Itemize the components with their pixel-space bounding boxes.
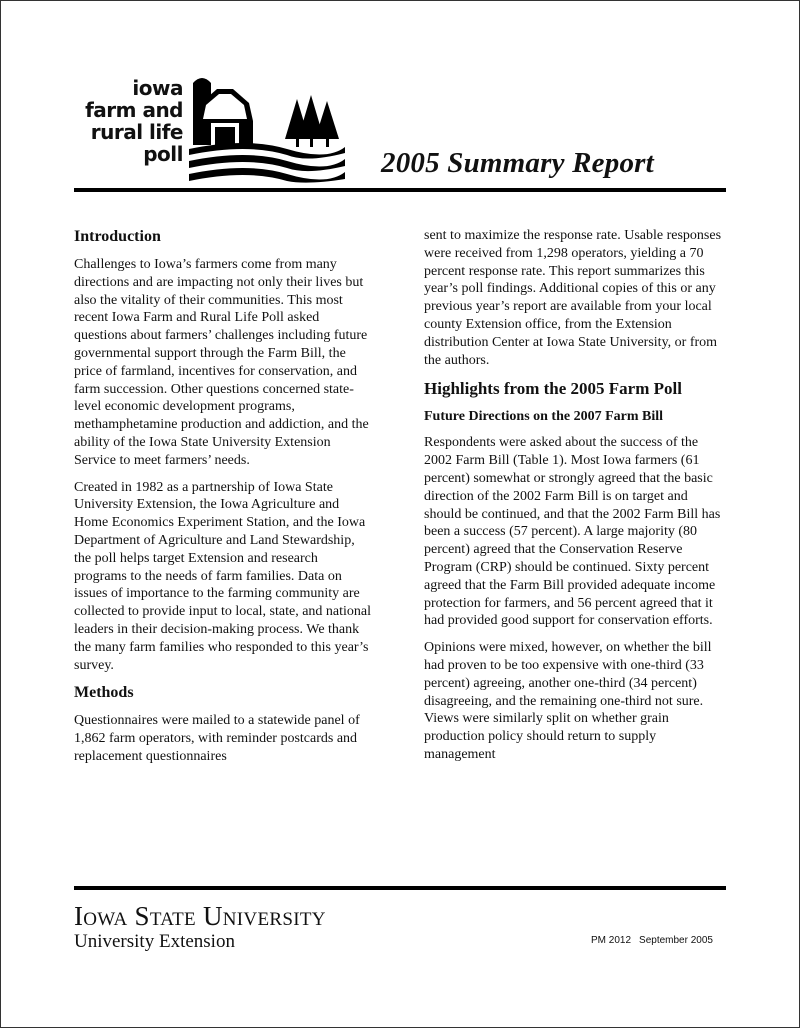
methods-paragraph: Questionnaires were mailed to a statewide panel of 1,862 farm operators, with reminder postcards and replacement questionnaires (74, 713, 360, 764)
right-column (424, 227, 728, 773)
logo-line-1: iowa (132, 76, 183, 100)
publication-info (591, 935, 713, 946)
farm-bill-subheading: Future Directions on the 2007 Farm Bill (424, 409, 664, 425)
farm-bill-paragraph-2: Opinions were mixed, however, on whether the bill had proven to be too expensive with one-third (33 percent) agreeing, another one-third (34 percent) disagreeing, and the remaining one-third not sure. Views were similarly split on whether grain production policy should return to supply management (424, 640, 712, 762)
logo-line-3: rural life (90, 120, 183, 144)
methods-paragraph-continued: sent to maximize the response rate. Usable responses were received from 1,298 operators, yielding a 70 percent response rate. This report summarizes this year’s poll findings. Additional copies of this or any previous year’s report are available from your local county Extension office, from the Extension distribution Center at Iowa State University, or from the authors. (424, 228, 722, 368)
methods-heading: Methods (74, 684, 134, 702)
footer-divider (74, 886, 726, 890)
introduction-heading: Introduction (74, 228, 161, 245)
extension-name: University Extension (74, 931, 235, 952)
logo-line-4: poll (143, 142, 183, 166)
university-name: Iowa State University (74, 901, 326, 931)
barn-logo-icon (187, 73, 347, 183)
report-title: 2005 Summary Report (381, 147, 654, 179)
logo-line-2: farm and (85, 98, 183, 122)
left-column (74, 227, 374, 775)
publication-number: PM 2012 (591, 935, 632, 946)
highlights-heading: Highlights from the 2005 Farm Poll (424, 379, 682, 399)
publication-date: September 2005 (639, 935, 713, 946)
introduction-paragraph-1: Challenges to Iowa’s farmers come from many directions and are impacting not only their lives but also the vitality of their communities. This most recent Iowa Farm and Rural Life Poll asked questions about farmers’ challenges including future governmental support through the Farm Bill, the price of farmland, incentives for conservation, and farm succession. Other questions concerned state-level economic development programs, methamphetamine production and addiction, and the ability of the Iowa State University Extension Service to meet farmers’ needs. (74, 257, 369, 468)
introduction-paragraph-2: Created in 1982 as a partnership of Iowa State University Extension, the Iowa Agriculture and Home Economics Experiment Station, and the Iowa Department of Agriculture and Land Stewardship, the poll helps target Extension and research programs to the needs of farm families. Data on issues of importance to the farming community are collected to provide input to local, state, and national leaders in their decision-making process. We thank the many farm families who responded to this year’s survey. (74, 479, 372, 673)
poll-logo-text (71, 77, 183, 165)
header-divider (74, 188, 726, 192)
farm-bill-paragraph-1: Respondents were asked about the success of the 2002 Farm Bill (Table 1). Most Iowa farmers (61 percent) somewhat or strongly agreed that the basic direction of the 2002 Farm Bill is on target and should be continued, and that the 2002 Farm Bill has been a success (57 percent). A large majority (80 percent) agreed that the Conservation Reserve Program (CRP) should be continued. Sixty percent agreed that the Farm Bill provided adequate income protection for farmers, and 56 percent agreed that it had provided good support for conservation efforts. (424, 435, 721, 629)
